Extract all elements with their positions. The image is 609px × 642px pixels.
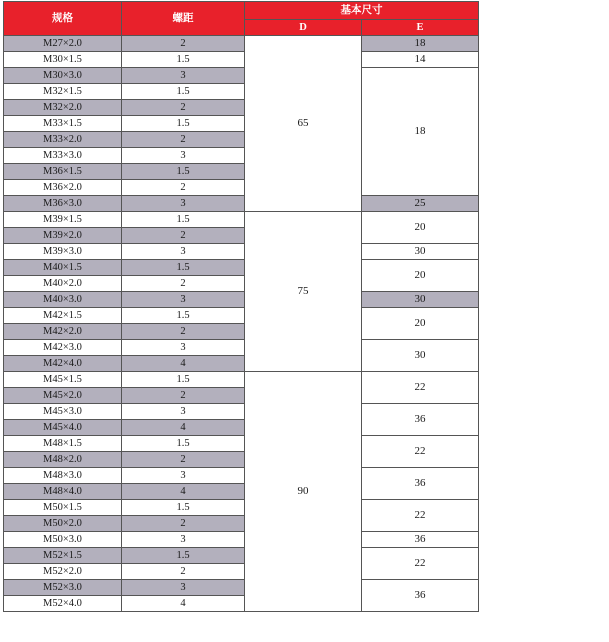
cell-spec: M52×1.5	[4, 548, 122, 564]
cell-spec: M33×2.0	[4, 132, 122, 148]
cell-e: 18	[362, 36, 479, 52]
table-body	[4, 36, 479, 612]
header-pitch: 螺距	[122, 2, 245, 36]
cell-e: 36	[362, 404, 479, 436]
cell-pitch: 3	[122, 292, 245, 308]
cell-d: 75	[245, 212, 362, 372]
cell-e: 18	[362, 68, 479, 196]
cell-pitch: 3	[122, 68, 245, 84]
table-row	[4, 68, 479, 84]
cell-pitch: 2	[122, 132, 245, 148]
table-header	[4, 2, 479, 36]
table-row	[4, 212, 479, 228]
table-row	[4, 260, 479, 276]
cell-spec: M48×1.5	[4, 436, 122, 452]
table-row	[4, 548, 479, 564]
cell-e: 20	[362, 212, 479, 244]
cell-spec: M39×1.5	[4, 212, 122, 228]
cell-pitch: 2	[122, 180, 245, 196]
cell-spec: M39×3.0	[4, 244, 122, 260]
cell-pitch: 1.5	[122, 548, 245, 564]
table-row	[4, 244, 479, 260]
cell-pitch: 1.5	[122, 500, 245, 516]
cell-spec: M48×3.0	[4, 468, 122, 484]
cell-spec: M27×2.0	[4, 36, 122, 52]
cell-pitch: 2	[122, 276, 245, 292]
table-row	[4, 532, 479, 548]
cell-pitch: 3	[122, 404, 245, 420]
cell-pitch: 2	[122, 564, 245, 580]
table-row	[4, 196, 479, 212]
cell-pitch: 3	[122, 468, 245, 484]
cell-spec: M32×1.5	[4, 84, 122, 100]
cell-e: 30	[362, 340, 479, 372]
cell-pitch: 2	[122, 452, 245, 468]
cell-e: 30	[362, 244, 479, 260]
cell-e: 36	[362, 468, 479, 500]
thread-spec-table	[3, 1, 479, 612]
cell-spec: M50×3.0	[4, 532, 122, 548]
cell-e: 36	[362, 580, 479, 612]
cell-pitch: 3	[122, 196, 245, 212]
cell-e: 25	[362, 196, 479, 212]
cell-pitch: 3	[122, 580, 245, 596]
table-row	[4, 404, 479, 420]
table-row	[4, 468, 479, 484]
table-row	[4, 372, 479, 388]
cell-pitch: 3	[122, 532, 245, 548]
header-e: E	[362, 20, 479, 36]
header-basic-dimensions: 基本尺寸	[245, 2, 479, 20]
cell-e: 22	[362, 548, 479, 580]
table-row	[4, 340, 479, 356]
cell-pitch: 2	[122, 100, 245, 116]
cell-e: 22	[362, 500, 479, 532]
cell-spec: M30×1.5	[4, 52, 122, 68]
table-row	[4, 36, 479, 52]
cell-e: 36	[362, 532, 479, 548]
cell-spec: M45×3.0	[4, 404, 122, 420]
cell-pitch: 1.5	[122, 436, 245, 452]
table-row	[4, 308, 479, 324]
cell-pitch: 2	[122, 324, 245, 340]
cell-pitch: 2	[122, 228, 245, 244]
cell-pitch: 2	[122, 36, 245, 52]
cell-pitch: 1.5	[122, 52, 245, 68]
cell-spec: M33×3.0	[4, 148, 122, 164]
cell-d: 65	[245, 36, 362, 212]
cell-pitch: 4	[122, 484, 245, 500]
cell-spec: M36×2.0	[4, 180, 122, 196]
cell-spec: M45×1.5	[4, 372, 122, 388]
cell-spec: M36×1.5	[4, 164, 122, 180]
table-row	[4, 436, 479, 452]
cell-spec: M52×4.0	[4, 596, 122, 612]
cell-spec: M42×3.0	[4, 340, 122, 356]
cell-e: 30	[362, 292, 479, 308]
cell-e: 20	[362, 308, 479, 340]
cell-pitch: 1.5	[122, 372, 245, 388]
cell-spec: M45×4.0	[4, 420, 122, 436]
cell-pitch: 1.5	[122, 212, 245, 228]
cell-pitch: 4	[122, 356, 245, 372]
cell-pitch: 4	[122, 420, 245, 436]
table-row	[4, 292, 479, 308]
cell-spec: M52×3.0	[4, 580, 122, 596]
cell-pitch: 1.5	[122, 308, 245, 324]
table-row	[4, 52, 479, 68]
cell-pitch: 1.5	[122, 260, 245, 276]
cell-e: 22	[362, 436, 479, 468]
cell-spec: M52×2.0	[4, 564, 122, 580]
cell-spec: M33×1.5	[4, 116, 122, 132]
cell-pitch: 3	[122, 244, 245, 260]
cell-spec: M50×2.0	[4, 516, 122, 532]
cell-spec: M50×1.5	[4, 500, 122, 516]
cell-spec: M48×4.0	[4, 484, 122, 500]
cell-pitch: 4	[122, 596, 245, 612]
header-d: D	[245, 20, 362, 36]
header-spec: 规格	[4, 2, 122, 36]
cell-spec: M40×3.0	[4, 292, 122, 308]
cell-spec: M45×2.0	[4, 388, 122, 404]
cell-e: 22	[362, 372, 479, 404]
table-row	[4, 580, 479, 596]
cell-pitch: 1.5	[122, 164, 245, 180]
cell-spec: M42×2.0	[4, 324, 122, 340]
thread-spec-table-container	[3, 1, 479, 612]
cell-pitch: 1.5	[122, 116, 245, 132]
cell-spec: M39×2.0	[4, 228, 122, 244]
cell-d: 90	[245, 372, 362, 612]
cell-pitch: 1.5	[122, 84, 245, 100]
cell-pitch: 3	[122, 340, 245, 356]
cell-spec: M30×3.0	[4, 68, 122, 84]
cell-e: 20	[362, 260, 479, 292]
table-row	[4, 500, 479, 516]
cell-spec: M42×4.0	[4, 356, 122, 372]
cell-pitch: 2	[122, 516, 245, 532]
cell-spec: M40×2.0	[4, 276, 122, 292]
cell-spec: M32×2.0	[4, 100, 122, 116]
cell-spec: M40×1.5	[4, 260, 122, 276]
cell-pitch: 3	[122, 148, 245, 164]
cell-pitch: 2	[122, 388, 245, 404]
cell-spec: M42×1.5	[4, 308, 122, 324]
cell-spec: M36×3.0	[4, 196, 122, 212]
cell-spec: M48×2.0	[4, 452, 122, 468]
cell-e: 14	[362, 52, 479, 68]
